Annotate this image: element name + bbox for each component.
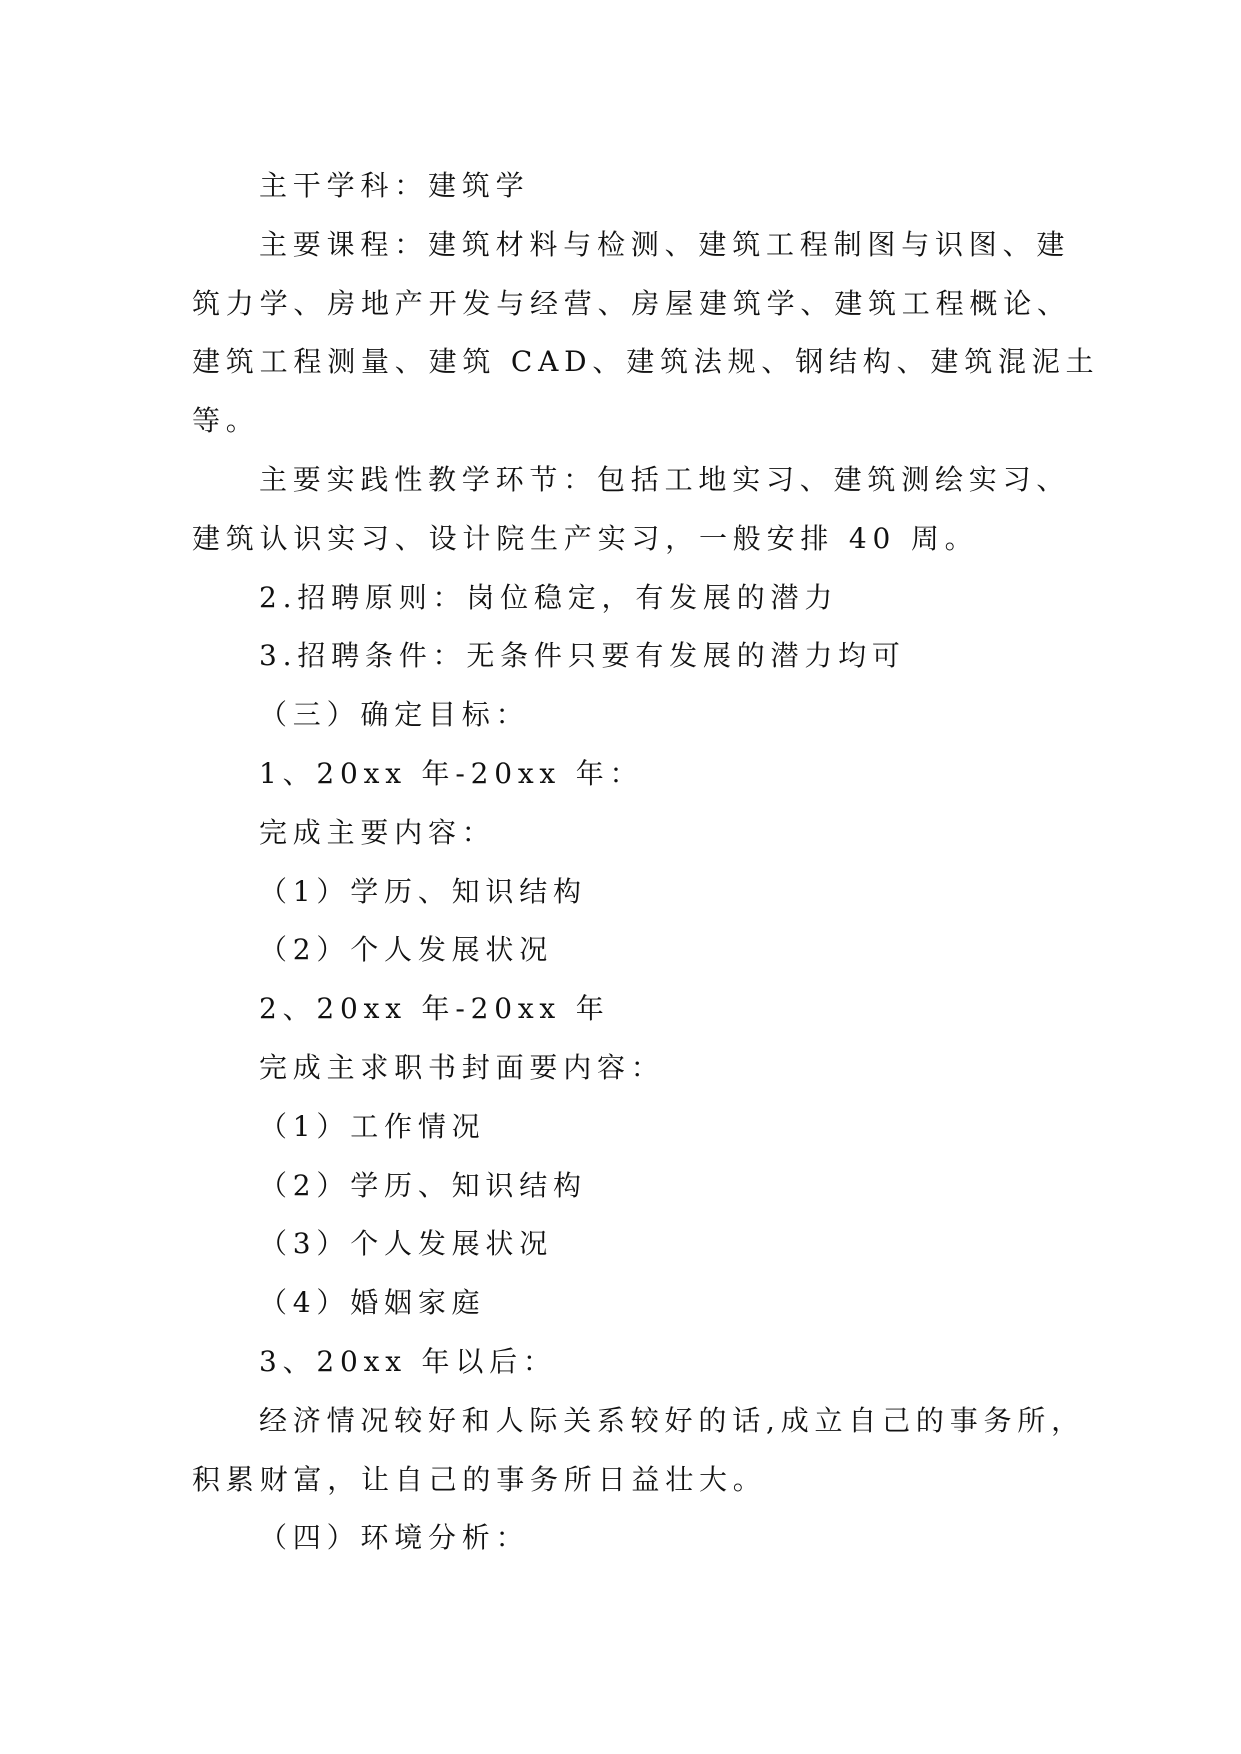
phase-text-line: 经济情况较好和人际关系较好的话,成立自己的事务所，	[259, 1403, 1085, 1437]
phase-item: （3）个人发展状况	[259, 1227, 554, 1261]
courses-line: 建筑工程测量、建筑 CAD、建筑法规、钢结构、建筑混泥土	[192, 345, 1100, 379]
document-body	[192, 157, 1100, 1568]
goals-heading: （三）确定目标：	[259, 698, 530, 732]
phase-title: 2、20xx 年-20xx 年	[259, 992, 610, 1026]
goal-phase-2	[192, 980, 1092, 1333]
practice-paragraph	[192, 451, 1092, 569]
courses-line: 筑力学、房地产开发与经营、房屋建筑学、建筑工程概论、	[192, 286, 1071, 320]
courses-paragraph	[192, 216, 1100, 451]
goal-phase-1	[192, 745, 1092, 980]
phase-title: 1、20xx 年-20xx 年：	[259, 756, 644, 790]
courses-line: 等。	[192, 404, 260, 438]
phase-text-line: 积累财富，让自己的事务所日益壮大。	[192, 1462, 767, 1496]
recruitment-principle: 2.招聘原则：岗位稳定，有发展的潜力	[259, 580, 839, 614]
phase-item: （2）学历、知识结构	[259, 1168, 587, 1202]
environment-heading: （四）环境分析：	[259, 1521, 530, 1555]
phase-item: （1）学历、知识结构	[259, 874, 587, 908]
phase-item: （4）婚姻家庭	[259, 1286, 486, 1320]
practice-line: 建筑认识实习、设计院生产实习，一般安排 40 周。	[192, 521, 979, 555]
phase-intro: 完成主要内容：	[259, 815, 496, 849]
phase-item: （1）工作情况	[259, 1109, 486, 1143]
courses-line: 主要课程：建筑材料与检测、建筑工程制图与识图、建	[259, 227, 1071, 261]
practice-line: 主要实践性教学环节：包括工地实习、建筑测绘实习、	[259, 462, 1071, 496]
recruitment-conditions: 3.招聘条件：无条件只要有发展的潜力均可	[259, 639, 906, 673]
phase-intro: 完成主求职书封面要内容：	[259, 1050, 665, 1084]
phase-item: （2）个人发展状况	[259, 933, 554, 967]
discipline-line: 主干学科：建筑学	[259, 169, 530, 202]
phase-title: 3、20xx 年以后：	[259, 1344, 557, 1378]
goal-phase-3	[192, 1333, 1092, 1509]
